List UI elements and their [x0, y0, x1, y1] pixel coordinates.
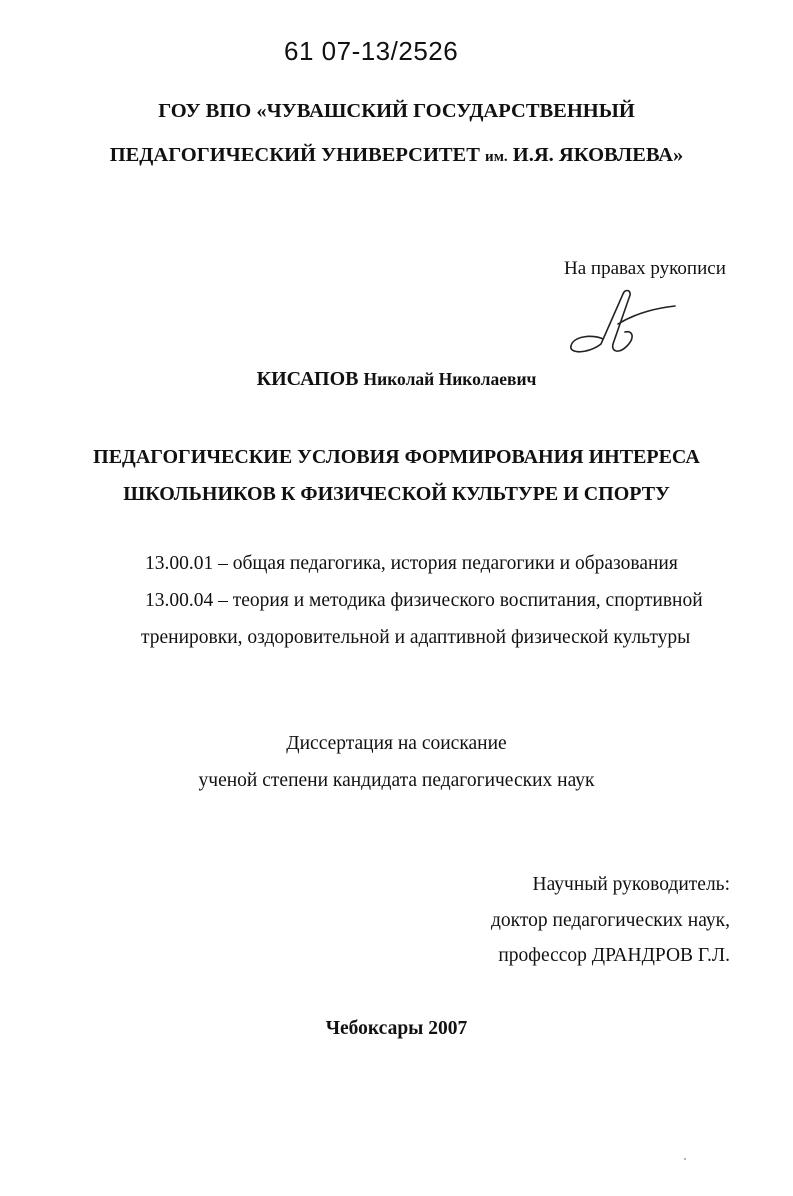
- author-given-names: Николай Николаевич: [363, 369, 537, 389]
- signature-mark: [563, 284, 683, 364]
- dissertation-line-1: Диссертация на соискание: [286, 733, 507, 754]
- university-line-2: [0, 144, 793, 167]
- university-line-2-main: ПЕДАГОГИЧЕСКИЙ УНИВЕРСИТЕТ: [109, 144, 480, 166]
- specialty-line-3: тренировки, оздоровительной и адаптивной физической культуры: [141, 627, 691, 648]
- city-year: Чебоксары 2007: [325, 1018, 468, 1039]
- specialty-line-2: 13.00.04 – теория и методика физического воспитания, спортивной: [145, 590, 703, 611]
- rights-note: На правах рукописи: [564, 258, 726, 279]
- supervisor-label: Научный руководитель:: [532, 874, 730, 895]
- scan-speck: [684, 1158, 686, 1160]
- university-line-2-end: И.Я. ЯКОВЛЕВА»: [512, 144, 684, 166]
- registry-number: 61 07-13/2526: [284, 36, 459, 66]
- supervisor-degree: доктор педагогических наук,: [491, 910, 730, 931]
- title-line-1: ПЕДАГОГИЧЕСКИЕ УСЛОВИЯ ФОРМИРОВАНИЯ ИНТЕРЕСА: [93, 446, 700, 468]
- specialty-line-1: 13.00.01 – общая педагогика, история педагогики и образования: [145, 553, 678, 574]
- university-line-1: ГОУ ВПО «ЧУВАШСКИЙ ГОСУДАРСТВЕННЫЙ: [158, 100, 635, 122]
- title-line-2: ШКОЛЬНИКОВ К ФИЗИЧЕСКОЙ КУЛЬТУРЕ И СПОРТУ: [123, 483, 670, 505]
- author: [0, 368, 793, 391]
- university-line-2-small: им.: [485, 149, 508, 165]
- supervisor-name: профессор ДРАНДРОВ Г.Л.: [498, 945, 730, 966]
- author-surname: КИСАПОВ: [256, 368, 359, 390]
- dissertation-line-2: ученой степени кандидата педагогических наук: [198, 770, 595, 791]
